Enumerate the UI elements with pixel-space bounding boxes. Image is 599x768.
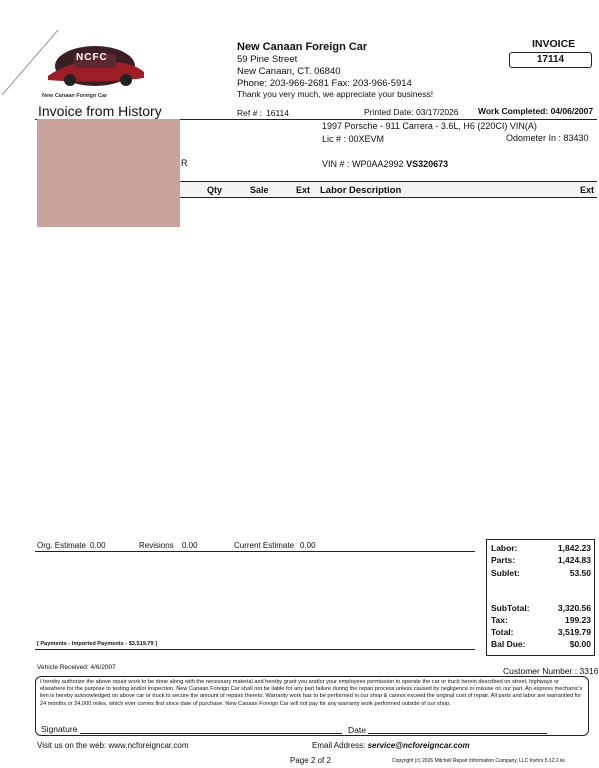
col-ext: Ext: [296, 185, 311, 195]
email-address: service@ncforeigncar.com: [367, 741, 470, 750]
customer-number: Customer Number : 3316: [503, 666, 599, 676]
work-completed: Work Completed: 04/06/2007: [478, 106, 594, 116]
col-labor-description: Labor Description: [320, 185, 402, 196]
shop-street: 59 Pine Street: [237, 54, 298, 65]
terms-box: [35, 676, 589, 736]
odometer-in: Odometer In : 83430: [506, 133, 589, 143]
vehicle-received: Vehicle Received: 4/6/2007: [37, 664, 116, 671]
totals-total: [491, 627, 591, 637]
parts-label: Parts:: [491, 555, 516, 565]
payments-underline: [35, 649, 475, 650]
labor-label: Labor:: [491, 543, 518, 553]
vehicle-license: Lic # : 00XEVM: [322, 134, 385, 144]
org-estimate-value: 0.00: [90, 541, 106, 550]
invoice-from-history-title: Invoice from History: [38, 103, 162, 119]
vin-number: [322, 159, 448, 169]
stray-char: R: [181, 158, 188, 168]
logo-tagline: New Canaan Foreign Car: [42, 93, 108, 99]
date-line: [368, 733, 547, 734]
totals-bal-due: [491, 639, 591, 649]
copyright-text: Copyright (c) 2026 Mitchell Repair Information Company, LLC Invhrs 5.12.2 iw: [392, 758, 565, 764]
tax-label: Tax:: [491, 615, 508, 625]
ref-label: Ref # :: [237, 108, 263, 118]
shop-name: New Canaan Foreign Car: [237, 41, 368, 53]
sublet-value: 53.50: [569, 568, 591, 578]
current-estimate-value: 0.00: [300, 541, 316, 550]
printed-date: Printed Date: 03/17/2026: [364, 107, 459, 117]
payments-note: [ Payments - Imported Payments - $3,519.79 ]: [37, 641, 158, 647]
total-label: Total:: [491, 627, 514, 637]
vin-prefix: VIN # : WP0AA2992: [322, 159, 404, 169]
totals-box: [486, 539, 595, 656]
invoice-number: 17114: [509, 52, 592, 68]
subtotal-value: 3,320.56: [557, 603, 591, 613]
car-logo-icon: [40, 40, 150, 100]
email-label: Email Address:: [312, 741, 366, 750]
website-text: Visit us on the web: www.ncforeigncar.com: [37, 741, 189, 750]
shop-thanks: Thank you very much, we appreciate your business!: [237, 89, 434, 99]
terms-text: I hereby authorize the above repair work to be done along with the necessary material and hereby grant you and/or your employees permission to operate the car or truck herein described on street, highways or elsewhere for the purpose to testing and/or inspection. New Canaan Foreign Car shall not be liable for any part failure during the repair process unless caused by negligence or misuse on our part. An express mechanic's lien is hereby acknowledged on above car or truck to secure the amount of repairs thereto. Warranty work has to be performed in our shop & cannot exceed the original cost of repair. All parts and labor are warrantied for 24 months or 24,000 miles, which ever comes first since date of purchase. New Canaan Foreign Car will not pay for any warranty work performed outside of our shop.: [40, 679, 583, 707]
logo-badge-text: NCFC: [76, 52, 108, 63]
signature-label: Signature: [41, 724, 78, 734]
col-qty: Qty: [207, 185, 223, 195]
totals-parts: [491, 555, 591, 565]
estimate-underline: [35, 551, 475, 552]
totals-labor: [491, 543, 591, 553]
revisions-label: Revisions: [139, 541, 174, 550]
customer-info-redacted: [37, 119, 180, 227]
totals-tax: [491, 615, 591, 625]
vin-suffix: VS320673: [406, 159, 449, 169]
org-estimate-label: Org. Estimate: [37, 541, 86, 550]
column-bottom-line: [180, 197, 597, 198]
invoice-label: INVOICE: [532, 38, 576, 50]
col-sale: Sale: [250, 185, 269, 195]
bal-due-value: $0.00: [569, 639, 591, 649]
shop-city: New Canaan, CT. 06840: [237, 66, 341, 77]
tax-value: 199.23: [565, 615, 591, 625]
bal-due-label: Bal Due:: [491, 639, 526, 649]
subtotal-label: SubTotal:: [491, 603, 530, 613]
total-value: 3,519.79: [557, 627, 591, 637]
revisions-value: 0.00: [182, 541, 198, 550]
page-number: Page 2 of 2: [290, 756, 331, 765]
date-label: Date: [348, 725, 366, 735]
ref-value: 16114: [266, 108, 290, 118]
parts-value: 1,424.83: [557, 555, 591, 565]
shop-phone-fax: Phone: 203-966-2681 Fax: 203-966-5914: [237, 78, 412, 89]
current-estimate-label: Current Estimate: [234, 541, 295, 550]
sublet-label: Sublet:: [491, 568, 520, 578]
labor-value: 1,842.23: [557, 543, 591, 553]
email-block: [312, 741, 470, 750]
totals-subtotal: [491, 603, 591, 613]
company-logo: [40, 40, 150, 100]
vehicle-description: 1997 Porsche - 911 Carrera - 3.6L, H6 (220CI) VIN(A): [322, 121, 537, 131]
totals-sublet: [491, 568, 591, 578]
signature-line: [80, 733, 342, 734]
col-ext-right: Ext: [580, 185, 595, 195]
